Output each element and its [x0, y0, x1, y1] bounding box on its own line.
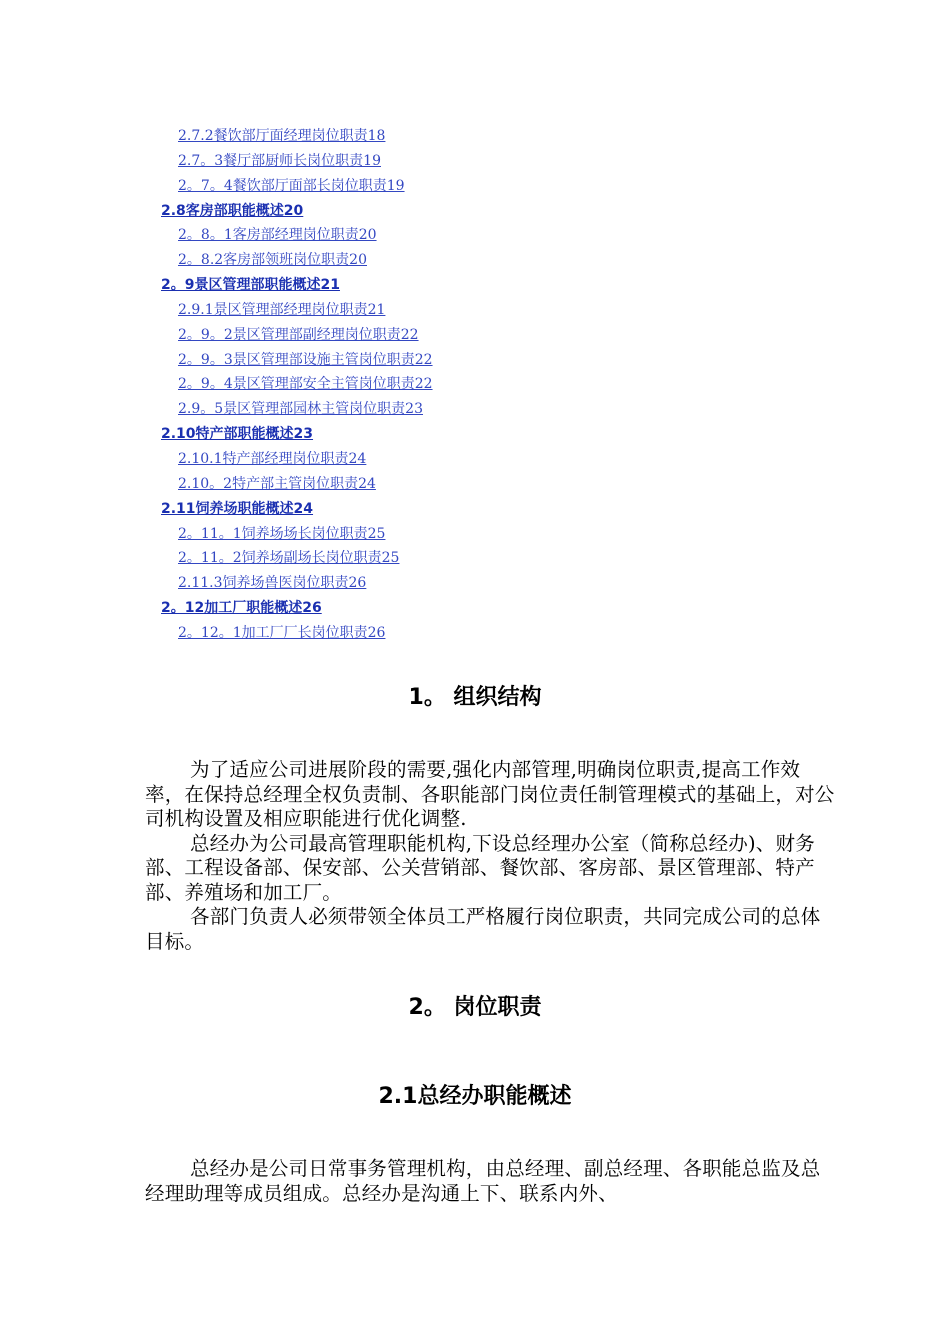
toc-section-link[interactable]: 2.8客房部职能概述20	[161, 202, 304, 219]
toc-subsection-link[interactable]: 2.7.2餐饮部厅面经理岗位职责18	[178, 128, 386, 144]
toc-section-link[interactable]: 2.11饲养场职能概述24	[161, 500, 314, 517]
toc-subsection-link[interactable]: 2。11。1饲养场场长岗位职责25	[178, 525, 386, 542]
toc-subsection-link[interactable]: 2。8。1客房部经理岗位职责20	[178, 227, 377, 244]
section-2-1-body	[145, 1157, 835, 1206]
toc-subsection-link[interactable]: 2.7。3餐厅部厨师长岗位职责19	[178, 152, 381, 169]
toc-subsection-link[interactable]: 2。9。4景区管理部安全主管岗位职责22	[178, 376, 433, 393]
section-2-1-heading: 2.1总经办职能概述	[378, 1084, 572, 1109]
toc-subsection-link[interactable]: 2.10。2特产部主管岗位职责24	[178, 475, 376, 492]
section-2-heading: 2。 岗位职责	[408, 995, 542, 1020]
paragraph: 为了适应公司进展阶段的需要,强化内部管理,明确岗位职责,提高工作效率，在保持总经理全权负责制、各职能部门岗位责任制管理模式的基础上，对公司机构设置及相应职能进行优化调整.	[145, 758, 835, 830]
toc-subsection-link[interactable]: 2。9。2景区管理部副经理岗位职责22	[178, 326, 419, 343]
toc-subsection-link[interactable]: 2.11.3饲养场兽医岗位职责26	[178, 575, 367, 592]
toc-section-link[interactable]: 2。12加工厂职能概述26	[161, 600, 322, 617]
paragraph: 总经办是公司日常事务管理机构，由总经理、副总经理、各职能总监及总经理助理等成员组成。总经办是沟通上下、联系内外、	[145, 1157, 821, 1205]
toc-subsection-link[interactable]: 2。12。1加工厂厂长岗位职责26	[178, 624, 386, 641]
toc-subsection-link[interactable]: 2。11。2饲养场副场长岗位职责25	[178, 550, 400, 567]
toc-subsection-link[interactable]: 2.9.1景区管理部经理岗位职责21	[178, 301, 386, 318]
toc-subsection-link[interactable]: 2.9。5景区管理部园林主管岗位职责23	[178, 401, 423, 418]
section-1-body	[145, 758, 835, 954]
toc-subsection-link[interactable]: 2。9。3景区管理部设施主管岗位职责22	[178, 351, 433, 368]
toc-subsection-link[interactable]: 2。8.2客房部领班岗位职责20	[178, 252, 367, 269]
paragraph: 各部门负责人必须带领全体员工严格履行岗位职责，共同完成公司的总体目标。	[145, 905, 821, 953]
toc-section-link[interactable]: 2。9景区管理部职能概述21	[161, 277, 340, 294]
toc-subsection-link[interactable]: 2.10.1特产部经理岗位职责24	[178, 450, 367, 467]
toc-section-link[interactable]: 2.10特产部职能概述23	[161, 426, 314, 443]
section-1-heading: 1。 组织结构	[408, 685, 542, 710]
table-of-contents	[0, 124, 950, 646]
toc-subsection-link[interactable]: 2。7。4餐饮部厅面部长岗位职责19	[178, 177, 405, 194]
paragraph: 总经办为公司最高管理职能机构,下设总经理办公室（简称总经办)、财务部、工程设备部、保安部、公关营销部、餐饮部、客房部、景区管理部、特产部、养殖场和加工厂。	[145, 831, 815, 904]
